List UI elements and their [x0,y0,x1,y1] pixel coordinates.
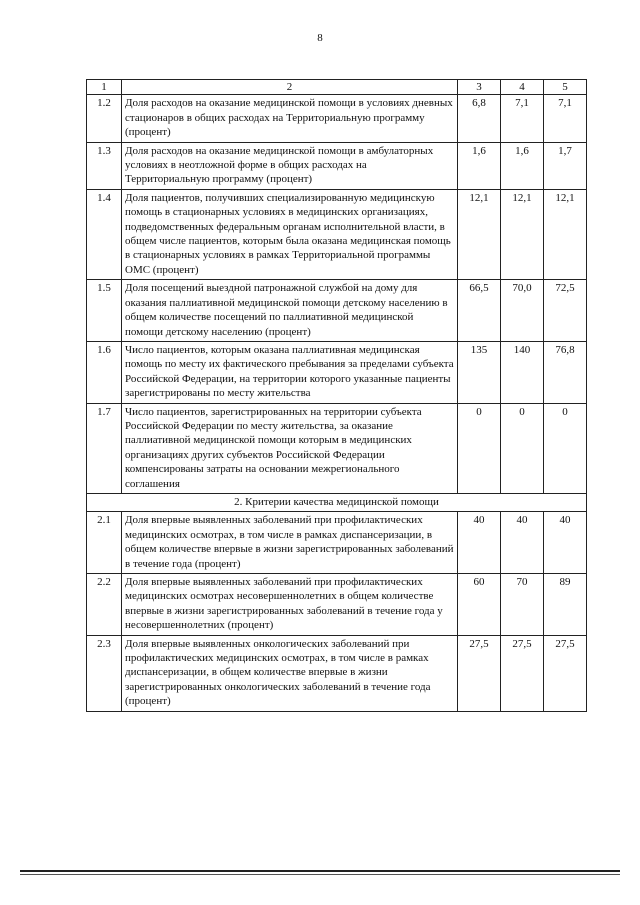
row-number: 1.4 [87,189,122,279]
indicator-text: Доля впервые выявленных онкологических заболеваний при профилактических медицинских осмотрах, в том числе в рамках диспансеризации, в общем количестве впервые в жизни зарегистрированных онкологических заболеваний в течение года (процент) [122,635,458,711]
table-row [87,280,587,342]
table-row [87,512,587,574]
value-cell: 140 [501,341,544,403]
value-cell: 70 [501,574,544,636]
value-cell: 0 [458,403,501,493]
value-cell: 1,6 [501,142,544,189]
value-cell: 0 [544,403,587,493]
value-cell: 12,1 [544,189,587,279]
row-number: 2.1 [87,512,122,574]
table-row [87,341,587,403]
value-cell: 27,5 [544,635,587,711]
column-header: 3 [458,80,501,95]
value-cell: 135 [458,341,501,403]
value-cell: 40 [458,512,501,574]
section-header-row [87,493,587,511]
table-row [87,403,587,493]
value-cell: 76,8 [544,341,587,403]
value-cell: 40 [544,512,587,574]
value-cell: 89 [544,574,587,636]
value-cell: 12,1 [501,189,544,279]
indicator-text: Доля расходов на оказание медицинской помощи в амбулаторных условиях в неотложной форме в общих расходах на Территориальную программу (процент) [122,142,458,189]
value-cell: 0 [501,403,544,493]
value-cell: 27,5 [458,635,501,711]
table-row [87,574,587,636]
criteria-table [86,79,587,712]
row-number: 2.2 [87,574,122,636]
value-cell: 1,7 [544,142,587,189]
value-cell: 1,6 [458,142,501,189]
row-number: 2.3 [87,635,122,711]
value-cell: 70,0 [501,280,544,342]
value-cell: 7,1 [501,95,544,142]
value-cell: 12,1 [458,189,501,279]
row-number: 1.7 [87,403,122,493]
indicator-text: Число пациентов, которым оказана паллиативная медицинская помощь по месту их фактического пребывания за пределами субъекта Российской Федерации, на территории которого указанные пациенты зарегистрированы по месту жительства [122,341,458,403]
table-row [87,189,587,279]
value-cell: 27,5 [501,635,544,711]
table-row [87,95,587,142]
table-row [87,142,587,189]
value-cell: 7,1 [544,95,587,142]
column-header: 5 [544,80,587,95]
indicator-text: Число пациентов, зарегистрированных на территории субъекта Российской Федерации по месту жительства, за оказание паллиативной медицинской помощи которым в медицинских организациях других субъектов Российской Федерации компенсированы затраты на основании межрегионального соглашения [122,403,458,493]
value-cell: 66,5 [458,280,501,342]
value-cell: 40 [501,512,544,574]
row-number: 1.5 [87,280,122,342]
indicator-text: Доля посещений выездной патронажной службой на дому для оказания паллиативной медицинской помощи детскому населению в общем количестве посещений по паллиативной медицинской помощи детскому населению (процент) [122,280,458,342]
row-number: 1.3 [87,142,122,189]
column-header: 4 [501,80,544,95]
indicator-text: Доля впервые выявленных заболеваний при профилактических медицинских осмотрах несовершеннолетних в общем количестве впервые в жизни зарегистрированных заболеваний в течение года у несовершеннолетних (процент) [122,574,458,636]
page-number: 8 [317,32,323,44]
row-number: 1.2 [87,95,122,142]
section-title: 2. Критерии качества медицинской помощи [87,493,587,511]
table-row [87,635,587,711]
footer-rule [20,870,620,872]
column-header: 2 [122,80,458,95]
value-cell: 60 [458,574,501,636]
column-header: 1 [87,80,122,95]
indicator-text: Доля впервые выявленных заболеваний при профилактических медицинских осмотрах, в том числе в рамках диспансеризации, в общем количестве впервые в жизни зарегистрированных заболеваний в течение года (процент) [122,512,458,574]
indicator-text: Доля пациентов, получивших специализированную медицинскую помощь в стационарных условиях в медицинских организациях, подведомственных федеральным органам исполнительной власти, в общем числе пациентов, которым была оказана медицинская помощь в стационарных условиях в рамках Территориальной программы ОМС (процент) [122,189,458,279]
indicator-text: Доля расходов на оказание медицинской помощи в условиях дневных стационаров в общих расходах на Территориальную программу (процент) [122,95,458,142]
footer-rule-thin [20,874,620,875]
value-cell: 6,8 [458,95,501,142]
value-cell: 72,5 [544,280,587,342]
table-header-row [87,80,587,95]
row-number: 1.6 [87,341,122,403]
